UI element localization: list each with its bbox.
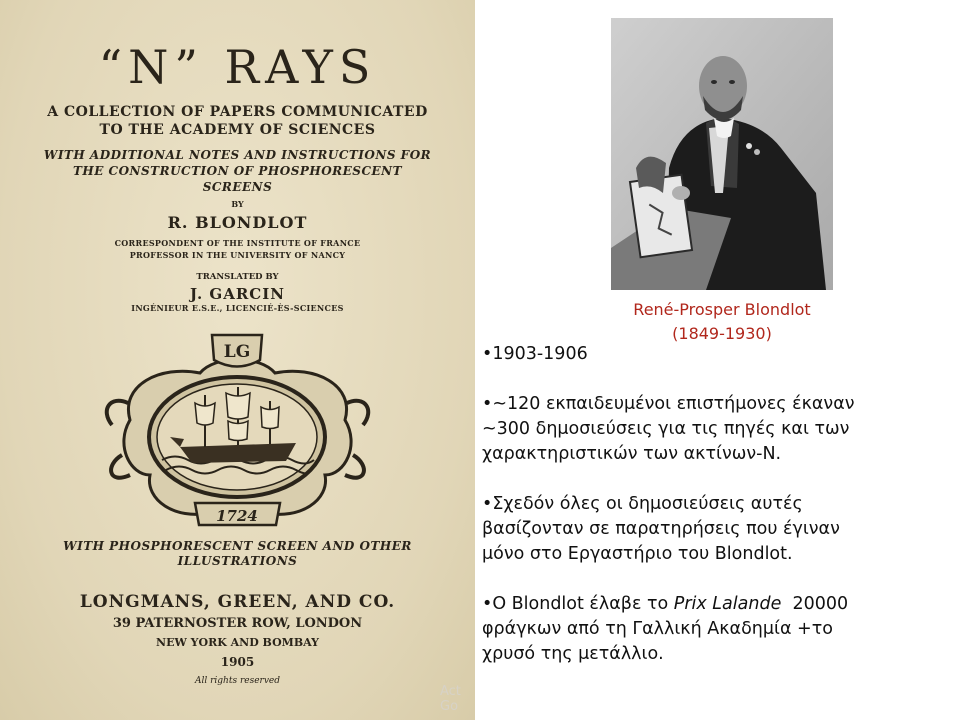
portrait-caption	[596, 298, 848, 346]
book-translator-credit: INGÉNIEUR E.S.E., LICENCIÉ-ÈS-SCIENCES	[131, 303, 344, 313]
publisher-emblem-ship	[100, 325, 375, 535]
book-by: BY	[231, 199, 244, 209]
caption-name: René-Prosper Blondlot	[633, 300, 811, 319]
book-notes-line3: SCREENS	[202, 180, 273, 194]
caption-years: (1849-1930)	[672, 324, 772, 343]
book-translator: J. GARCIN	[190, 285, 285, 303]
bullet-2-line-2: ~300 δημοσιεύσεις για τις πηγές και των	[482, 419, 850, 439]
book-author: R. BLONDLOT	[167, 213, 308, 232]
bullet-4-line-1	[482, 592, 954, 617]
book-address: 39 PATERNOSTER ROW, LONDON	[112, 616, 363, 631]
bullet-3-line-3: μόνο στο Εργαστήριο του Blondlot.	[482, 544, 793, 564]
watermark-line2: Go	[440, 699, 459, 714]
watermark-line1: Act	[440, 684, 461, 699]
bullet-3-line-2: βασίζονταν σε παρατηρήσεις που έγιναν	[482, 519, 840, 539]
book-subtitle-line1: A COLLECTION OF PAPERS COMMUNICATED	[47, 104, 428, 120]
book-notes-line1: WITH ADDITIONAL NOTES AND INSTRUCTIONS FOR	[43, 148, 432, 162]
bullet-2-line-3: χαρακτηριστικών των ακτίνων-Ν.	[482, 444, 782, 464]
book-title-page	[0, 0, 475, 720]
bullet-2-line-1: •~120 εκπαιδευμένοι επιστήμονες έκαναν	[482, 394, 855, 414]
emblem-monogram: LG	[223, 342, 251, 362]
activation-watermark	[440, 684, 461, 714]
book-author-credit-2: PROFESSOR IN THE UNIVERSITY OF NANCY	[129, 250, 346, 260]
emblem-year: 1724	[216, 507, 258, 525]
book-author-credit-1: CORRESPONDENT OF THE INSTITUTE OF FRANCE	[114, 238, 361, 248]
book-title: “N” RAYS	[98, 40, 377, 94]
book-publisher: LONGMANS, GREEN, AND CO.	[79, 592, 396, 612]
portrait-photo	[611, 18, 833, 290]
bullet-list	[482, 342, 954, 667]
prize-name: Prix Lalande	[673, 594, 782, 614]
bullet-3-line-1: •Σχεδόν όλες οι δημοσιεύσεις αυτές	[482, 494, 803, 514]
book-notes-line2: THE CONSTRUCTION OF PHOSPHORESCENT	[72, 164, 403, 178]
book-illustrations-line2: ILLUSTRATIONS	[177, 554, 298, 568]
book-cities: NEW YORK AND BOMBAY	[156, 636, 319, 649]
book-year: 1905	[220, 655, 255, 669]
bullet-4-line-2: φράγκων από τη Γαλλική Ακαδημία +το	[482, 619, 833, 639]
bullet-4-post: 20000	[781, 594, 849, 614]
book-translated-by: TRANSLATED BY	[196, 272, 279, 282]
book-subtitle-line2: TO THE ACADEMY OF SCIENCES	[99, 122, 376, 138]
bullet-years: •1903-1906	[482, 344, 588, 364]
book-rights: All rights reserved	[195, 676, 280, 686]
bullet-4-pre: •Ο Blondlot έλαβε το	[482, 594, 674, 614]
bullet-4-line-3: χρυσό της μετάλλιο.	[482, 644, 664, 664]
book-illustrations-line1: WITH PHOSPHORESCENT SCREEN AND OTHER	[63, 539, 412, 553]
